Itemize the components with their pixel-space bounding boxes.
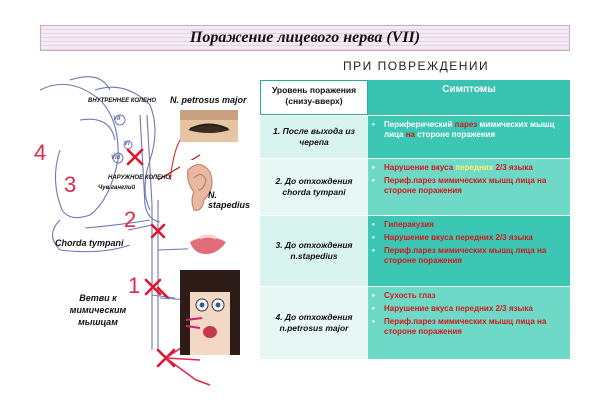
level-number-3: 3 [64,172,77,197]
symptom-text [384,304,533,314]
table-row [260,158,570,215]
chorda-label: Chorda tympani [55,238,124,248]
symptom-text [384,120,566,140]
symptom-item [372,233,566,243]
level-number-1: 1 [128,273,141,298]
row-level: 4. До отхождения n.petrosus major [260,287,368,359]
table-row [260,286,570,359]
symptom-item [372,304,566,314]
symptom-text [384,163,533,173]
table-header [260,80,570,115]
nerve-sketch [0,60,260,410]
outer-knee-label: НАРУЖНОЕ КОЛЕНО: [108,175,173,181]
stapedius-label: N. stapedius [208,190,251,210]
bullet-icon: • [372,317,375,326]
nerve-diagram [0,60,260,410]
subtitle: ПРИ ПОВРЕЖДЕНИИ [343,59,490,73]
symptom-text-part: Периф.парез мимических мышц лица на стороне поражения [384,176,547,195]
bullet-icon: • [372,220,375,229]
bullet-icon: • [372,120,375,129]
symptom-text-part: Периферический [384,120,455,129]
symptom-text-part: передних [455,163,494,172]
symptom-text-part: парез [454,120,478,129]
petrosus-label: N. petrosus major [170,95,247,105]
nucleus-label-vii: VII [113,116,121,122]
branches-label: Ветви к мимическим мышцам [69,293,127,327]
nucleus-label-vi: VI [124,141,130,147]
symptom-text [384,233,533,243]
symptom-item [372,291,566,301]
face-image [180,270,240,355]
row-symptoms [368,159,570,215]
symptom-text-part: Периф.парез мимических мышц лица на стороне поражения [384,246,547,265]
tongue-image [188,232,228,256]
symptom-text [384,291,436,301]
header-symptoms: Симптомы [368,80,570,115]
bullet-icon: • [372,246,375,255]
table-row [260,215,570,286]
symptom-text-part: Сухость глаз [384,291,436,300]
bullet-icon: • [372,233,375,242]
page-title: Поражение лицевого нерва (VII) [189,29,421,46]
level-number-2: 2 [124,207,137,232]
symptom-item [372,246,566,266]
ganglion-label: Чув.ганглий [98,185,136,191]
symptom-item [372,317,566,337]
lesion-table [260,80,570,359]
symptom-text-part: Периф.парез мимических мышц лица на стороне поражения [384,317,547,336]
header-level: Уровень поражения (снизу-вверх) [260,80,368,115]
symptom-item [372,220,566,230]
symptom-text-part: Нарушение вкуса передних 2/3 языка [384,304,533,313]
symptom-text-part: мимических мышц лица [384,120,555,139]
symptom-text-part: стороне поражения [414,130,496,139]
row-level: 1. После выхода из черепа [260,116,368,158]
table-row [260,115,570,158]
nucleus-label-viii: VIII [111,155,121,161]
symptom-text [384,246,566,266]
inner-knee-label: ВНУТРЕННЕЕ КОЛЕНО [88,98,157,104]
row-symptoms [368,287,570,359]
symptom-text [384,317,566,337]
symptom-item [372,163,566,173]
symptom-item [372,120,566,140]
bullet-icon: • [372,176,375,185]
bullet-icon: • [372,291,375,300]
symptom-text-part: Нарушение вкуса передних 2/3 языка [384,233,533,242]
symptom-text-part: Нарушение вкуса [384,163,456,172]
symptom-item [372,176,566,196]
symptom-text-part: 2/3 языка [493,163,533,172]
row-symptoms [368,116,570,158]
symptom-text-part: на [405,130,415,139]
table-body [260,115,570,359]
row-level: 2. До отхождения chorda tympani [260,159,368,215]
symptom-text [384,176,566,196]
symptom-text-part: Гиперакузия [384,220,434,229]
row-symptoms [368,216,570,286]
row-level: 3. До отхождения n.stapedius [260,216,368,286]
bullet-icon: • [372,304,375,313]
title-banner [40,25,570,51]
eye-image [180,110,238,142]
bullet-icon: • [372,163,375,172]
symptom-text [384,220,434,230]
level-number-4: 4 [34,140,47,165]
